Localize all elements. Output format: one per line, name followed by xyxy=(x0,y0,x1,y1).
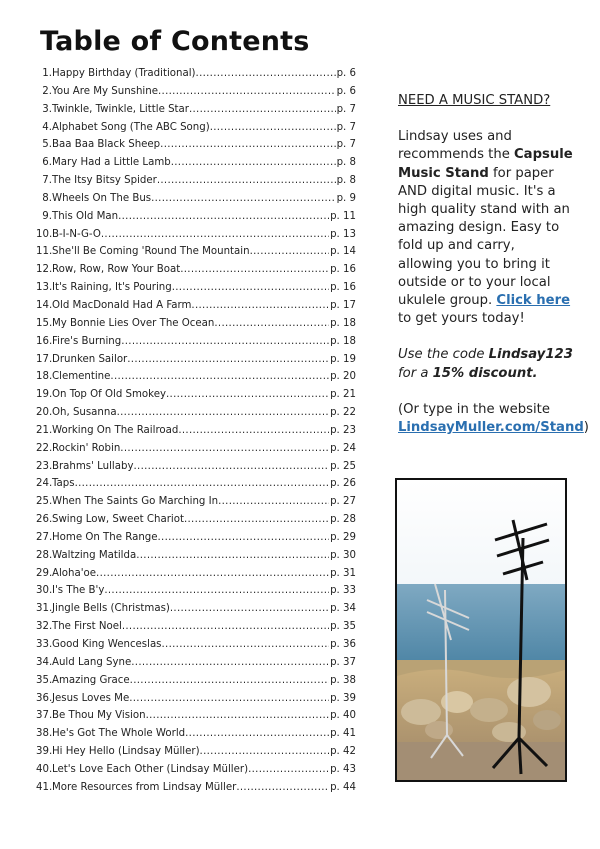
toc-entry-leader xyxy=(118,211,329,222)
toc-entry-page: p. 14 xyxy=(330,246,356,258)
website-note xyxy=(398,401,589,437)
toc-entry-number: 29. xyxy=(36,567,53,579)
toc-entry-number: 26. xyxy=(36,514,53,526)
toc-entry-page: p. 35 xyxy=(330,621,356,633)
toc-entry-leader xyxy=(136,550,329,561)
toc-entry-title: B-I-N-G-O xyxy=(52,228,101,240)
toc-entry-leader xyxy=(120,443,329,454)
toc-entry-title: Twinkle, Twinkle, Little Star xyxy=(52,103,189,115)
toc-entry-page: p. 13 xyxy=(330,228,356,240)
toc-entry[interactable] xyxy=(36,122,356,140)
toc-entry-page: p. 25 xyxy=(330,460,356,472)
toc-entry[interactable] xyxy=(36,496,356,514)
toc-entry[interactable] xyxy=(36,443,356,461)
toc-entry-leader xyxy=(236,782,329,793)
toc-entry-page: p. 9 xyxy=(336,192,356,204)
toc-entry-number: 38. xyxy=(36,728,53,740)
toc-entry-number: 23. xyxy=(36,460,53,472)
toc-entry-number: 33. xyxy=(36,639,53,650)
toc-entry-page: p. 7 xyxy=(336,139,356,151)
toc-entry-leader xyxy=(96,568,329,579)
toc-entry-page: p. 41 xyxy=(330,728,356,740)
toc-entry-number: 6. xyxy=(42,157,52,169)
toc-entry-leader xyxy=(250,246,330,257)
toc-entry-page: p. 18 xyxy=(330,317,356,329)
toc-entry-leader xyxy=(158,86,336,97)
toc-entry-title: Oh, Susanna xyxy=(52,407,117,419)
toc-entry-leader xyxy=(110,371,329,382)
toc-entry[interactable] xyxy=(36,693,356,711)
toc-entry-title: The First Noel xyxy=(52,621,122,633)
toc-entry-title: Rockin' Robin xyxy=(52,442,121,454)
toc-entry-number: 7. xyxy=(42,175,52,187)
toc-entry-leader xyxy=(214,318,329,329)
toc-entry[interactable] xyxy=(36,639,356,657)
toc-entry-title: Fire's Burning xyxy=(52,335,122,347)
toc-entry-page: p. 16 xyxy=(330,282,356,294)
toc-entry-page: p. 7 xyxy=(336,103,356,115)
toc-entry-leader xyxy=(127,354,329,365)
toc-entry-number: 4. xyxy=(42,121,52,133)
toc-entry[interactable] xyxy=(36,157,356,175)
toc-entry-leader xyxy=(200,746,330,757)
toc-entry-number: 27. xyxy=(36,531,53,543)
discount-code-text xyxy=(398,346,573,382)
toc-entry-number: 2. xyxy=(42,85,52,97)
toc-entry-number: 32. xyxy=(36,621,53,633)
page-title: Table of Contents xyxy=(40,26,310,57)
toc-entry-title: Mary Had a Little Lamb xyxy=(52,157,171,169)
toc-entry-page: p. 7 xyxy=(336,121,356,133)
toc-entry[interactable] xyxy=(36,389,356,407)
toc-entry[interactable] xyxy=(36,746,356,764)
toc-entry-title: Aloha'oe xyxy=(52,567,97,579)
toc-entry-leader xyxy=(160,139,335,150)
toc-entry-page: p. 17 xyxy=(330,299,356,311)
website-suffix: ) xyxy=(583,420,589,436)
toc-entry-title: Working On The Railroad xyxy=(52,424,179,436)
toc-entry[interactable] xyxy=(36,193,356,211)
toc-entry[interactable] xyxy=(36,621,356,639)
toc-entry-number: 39. xyxy=(36,746,53,758)
toc-entry-leader xyxy=(170,603,329,614)
toc-entry-number: 37. xyxy=(36,710,53,722)
promo-text-2: for paper AND digital music. It's a high quality stand with an amazing design. Easy to fold up and carry, allowing you to bring it outside or to your local ukulele group. xyxy=(398,165,570,309)
toc-entry-number: 40. xyxy=(36,763,53,775)
toc-entry[interactable] xyxy=(36,514,356,532)
toc-entry-number: 11. xyxy=(36,246,53,258)
toc-entry-number: 24. xyxy=(36,478,53,490)
toc-entry[interactable] xyxy=(36,782,356,800)
toc-entry-page: p. 38 xyxy=(330,674,356,686)
toc-entry-leader xyxy=(121,336,329,347)
code-middle: for a xyxy=(398,365,433,381)
toc-entry-page: p. 24 xyxy=(330,442,356,454)
toc-entry-leader xyxy=(129,693,329,704)
toc-entry-leader xyxy=(210,122,336,133)
toc-entry-leader xyxy=(218,496,329,507)
toc-entry-leader xyxy=(196,68,336,79)
toc-entry-leader xyxy=(122,621,329,632)
toc-entry-page: p. 30 xyxy=(330,549,356,561)
toc-entry-number: 28. xyxy=(36,549,53,561)
toc-entry-title: Jesus Loves Me xyxy=(52,692,130,704)
code-prefix: Use the code xyxy=(398,347,489,363)
toc-entry-leader xyxy=(162,639,330,650)
toc-entry-number: 34. xyxy=(36,656,53,668)
toc-entry-leader xyxy=(75,478,330,489)
toc-entry-page: p. 28 xyxy=(330,514,356,526)
toc-entry-page: p. 43 xyxy=(330,763,356,775)
toc-entry-title: Home On The Range xyxy=(52,531,158,543)
toc-entry-leader xyxy=(157,175,336,186)
toc-entry[interactable] xyxy=(36,300,356,318)
toc-entry-title: Let's Love Each Other (Lindsay Müller) xyxy=(52,763,249,775)
music-stand-promo xyxy=(398,92,589,455)
toc-entry-title: Good King Wenceslas xyxy=(52,639,162,650)
toc-entry-page: p. 6 xyxy=(336,68,356,79)
toc-entry[interactable] xyxy=(36,710,356,728)
toc-entry-title: Old MacDonald Had A Farm xyxy=(52,299,192,311)
toc-entry-title: Jingle Bells (Christmas) xyxy=(52,603,170,615)
click-here-link[interactable]: Click here xyxy=(496,293,571,309)
toc-entry-page: p. 31 xyxy=(330,567,356,579)
toc-entry-leader xyxy=(134,461,330,472)
music-stand-photo-image xyxy=(397,480,565,780)
toc-entry-leader xyxy=(178,425,329,436)
website-prefix: (Or type in the website xyxy=(398,401,550,417)
toc-entry-title: Clementine xyxy=(52,371,111,383)
toc-entry-title: Happy Birthday (Traditional) xyxy=(52,68,196,79)
toc-entry-leader xyxy=(104,585,329,596)
toc-entry[interactable] xyxy=(36,728,356,746)
toc-entry-number: 15. xyxy=(36,317,53,329)
toc-entry[interactable] xyxy=(36,585,356,603)
toc-entry-number: 30. xyxy=(36,585,53,597)
toc-entry-title: My Bonnie Lies Over The Ocean xyxy=(52,317,215,329)
toc-entry-title: Brahms' Lullaby xyxy=(52,460,134,472)
toc-entry-page: p. 33 xyxy=(330,585,356,597)
discount-code: Lindsay123 xyxy=(488,347,573,363)
toc-entry-page: p. 8 xyxy=(336,157,356,169)
website-link[interactable]: LindsayMuller.com/Stand xyxy=(398,420,584,436)
toc-entry-page: p. 29 xyxy=(330,531,356,543)
toc-entry[interactable] xyxy=(36,478,356,496)
toc-entry-title: Alphabet Song (The ABC Song) xyxy=(52,121,210,133)
toc-entry-leader xyxy=(131,657,329,668)
toc-entry-title: Row, Row, Row Your Boat xyxy=(52,264,181,276)
toc-entry-leader xyxy=(171,157,336,168)
toc-entry[interactable] xyxy=(36,657,356,675)
toc-entry-title: More Resources from Lindsay Müller xyxy=(52,781,237,793)
toc-entry[interactable] xyxy=(36,568,356,586)
promo-description xyxy=(398,128,573,328)
toc-entry-leader xyxy=(130,675,329,686)
toc-entry-page: p. 22 xyxy=(330,407,356,419)
toc-entry-title: Baa Baa Black Sheep xyxy=(52,139,161,151)
toc-entry-number: 19. xyxy=(36,389,53,401)
promo-text-3: to get yours today! xyxy=(398,311,525,327)
toc-entry-number: 17. xyxy=(36,353,53,365)
toc-entry[interactable] xyxy=(36,68,356,86)
toc-entry-leader xyxy=(184,514,329,525)
toc-entry-number: 16. xyxy=(36,335,53,347)
toc-entry-title: Swing Low, Sweet Chariot xyxy=(52,514,184,526)
toc-entry-title: I's The B'y xyxy=(52,585,105,597)
toc-entry[interactable] xyxy=(36,264,356,282)
toc-entry-leader xyxy=(172,282,329,293)
toc-entry-leader xyxy=(101,229,329,240)
toc-entry[interactable] xyxy=(36,675,356,693)
toc-entry[interactable] xyxy=(36,532,356,550)
toc-entry-title: The Itsy Bitsy Spider xyxy=(52,175,157,187)
toc-entry-title: Hi Hey Hello (Lindsay Müller) xyxy=(52,746,200,758)
toc-entry-number: 31. xyxy=(36,603,53,615)
toc-entry-title: Drunken Sailor xyxy=(52,353,128,365)
toc-entry[interactable] xyxy=(36,603,356,621)
toc-entry[interactable] xyxy=(36,318,356,336)
toc-entry-leader xyxy=(191,300,329,311)
promo-heading: NEED A MUSIC STAND? xyxy=(398,93,551,108)
toc-entry[interactable] xyxy=(36,407,356,425)
toc-entry-page: p. 34 xyxy=(330,603,356,615)
toc-entry-title: Auld Lang Syne xyxy=(52,656,132,668)
toc-entry-number: 3. xyxy=(42,103,52,115)
toc-entry-leader xyxy=(151,193,335,204)
toc-entry[interactable] xyxy=(36,550,356,568)
toc-entry-title: He's Got The Whole World xyxy=(52,728,186,740)
toc-entry-title: Amazing Grace xyxy=(52,674,130,686)
toc-entry-page: p. 42 xyxy=(330,746,356,758)
promo-text-1: Lindsay uses and recommends the xyxy=(398,129,514,163)
toc-entry-page: p. 27 xyxy=(330,496,356,508)
toc-entry[interactable] xyxy=(36,229,356,247)
toc-entry-page: p. 20 xyxy=(330,371,356,383)
toc-entry-leader xyxy=(146,710,330,721)
toc-entry-number: 36. xyxy=(36,692,53,704)
toc-entry-title: She'll Be Coming 'Round The Mountain xyxy=(52,246,250,258)
toc-entry-leader xyxy=(185,728,329,739)
discount-amount: 15% discount. xyxy=(432,365,538,381)
toc-entry-number: 18. xyxy=(36,371,53,383)
toc-entry-title: Waltzing Matilda xyxy=(52,549,137,561)
toc-entry-leader xyxy=(248,764,329,775)
toc-entry-number: 12. xyxy=(36,264,53,276)
toc-entry-page: p. 18 xyxy=(330,335,356,347)
toc-entry[interactable] xyxy=(36,139,356,157)
toc-entry-title: It's Raining, It's Pouring xyxy=(52,282,172,294)
toc-entry[interactable] xyxy=(36,354,356,372)
toc-entry-title: Taps xyxy=(52,478,75,490)
toc-entry-page: p. 44 xyxy=(330,781,356,793)
toc-entry-title: When The Saints Go Marching In xyxy=(52,496,219,508)
toc-entry[interactable] xyxy=(36,764,356,782)
toc-entry-page: p. 40 xyxy=(330,710,356,722)
toc-entry-number: 5. xyxy=(42,139,52,151)
toc-entry-page: p. 16 xyxy=(330,264,356,276)
product-name: Capsule Music Stand xyxy=(398,147,573,181)
toc-entry-page: p. 6 xyxy=(336,85,356,97)
toc-entry-leader xyxy=(117,407,329,418)
toc-entry-title: You Are My Sunshine xyxy=(52,85,158,97)
toc-entry-title: Wheels On The Bus xyxy=(52,192,152,204)
toc-entry-number: 8. xyxy=(42,192,52,204)
toc-entry-number: 10. xyxy=(36,228,53,240)
toc-entry-leader xyxy=(180,264,329,275)
toc-entry-title: Be Thou My Vision xyxy=(52,710,146,722)
table-of-contents xyxy=(36,68,356,800)
toc-entry[interactable] xyxy=(36,246,356,264)
toc-entry-page: p. 26 xyxy=(330,478,356,490)
toc-entry-number: 21. xyxy=(36,424,53,436)
toc-entry-page: p. 39 xyxy=(330,692,356,704)
toc-entry-number: 25. xyxy=(36,496,53,508)
toc-entry[interactable] xyxy=(36,211,356,229)
toc-entry-title: On Top Of Old Smokey xyxy=(52,389,166,401)
toc-entry-title: This Old Man xyxy=(52,210,119,222)
toc-entry-page: p. 23 xyxy=(330,424,356,436)
toc-entry[interactable] xyxy=(36,371,356,389)
toc-entry[interactable] xyxy=(36,336,356,354)
toc-entry-number: 22. xyxy=(36,442,53,454)
toc-entry-page: p. 37 xyxy=(330,656,356,668)
toc-entry-number: 9. xyxy=(42,210,52,222)
toc-entry-number: 14. xyxy=(36,299,53,311)
toc-entry[interactable] xyxy=(36,86,356,104)
toc-entry-leader xyxy=(158,532,330,543)
music-stand-photo xyxy=(395,478,567,782)
toc-entry[interactable] xyxy=(36,282,356,300)
toc-entry-page: p. 19 xyxy=(330,353,356,365)
toc-entry-number: 1. xyxy=(42,68,52,79)
toc-entry-page: p. 36 xyxy=(330,639,356,650)
toc-entry[interactable] xyxy=(36,461,356,479)
toc-entry-number: 13. xyxy=(36,282,53,294)
toc-entry-number: 41. xyxy=(36,781,53,793)
toc-entry-number: 35. xyxy=(36,674,53,686)
toc-entry-leader xyxy=(166,389,329,400)
toc-entry-page: p. 8 xyxy=(336,175,356,187)
toc-entry[interactable] xyxy=(36,425,356,443)
toc-entry-page: p. 21 xyxy=(330,389,356,401)
toc-entry-leader xyxy=(189,104,336,115)
toc-entry-number: 20. xyxy=(36,407,53,419)
toc-entry-page: p. 11 xyxy=(330,210,356,222)
toc-entry[interactable] xyxy=(36,175,356,193)
toc-entry[interactable] xyxy=(36,104,356,122)
